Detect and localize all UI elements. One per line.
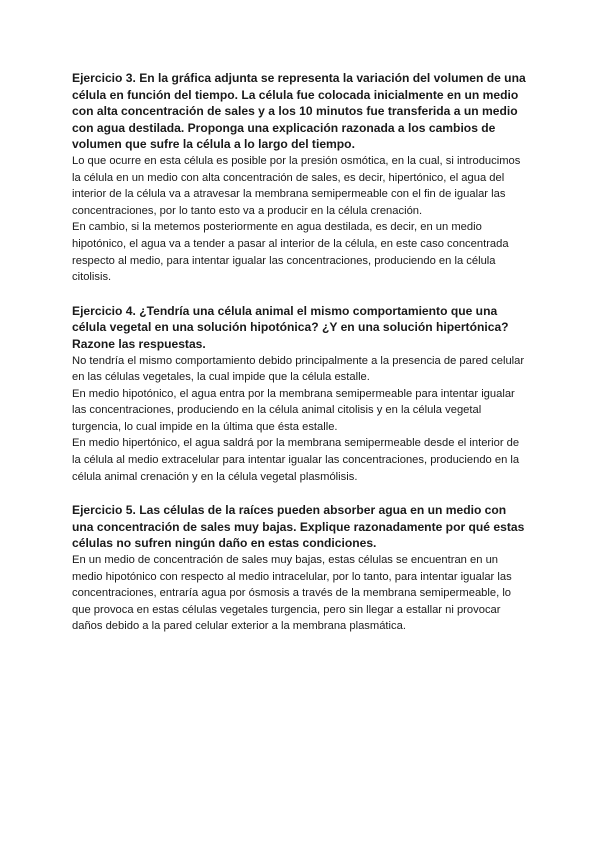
exercise-5-question: Ejercicio 5. Las células de la raíces pueden absorber agua en un medio con una concentración de sales muy bajas. Explique razonadamente por qué estas células no sufren ningún daño en estas condiciones. — [72, 503, 525, 551]
exercise-3 — [72, 70, 528, 286]
exercise-3-answer-paragraph: Lo que ocurre en esta célula es posible por la presión osmótica, en la cual, si introducimos la célula en un medio con alta concentración de sales, es decir, hipertónico, el agua del interior de la célula va a atravesar la membrana semipermeable con el fin de igualar las concentraciones, por lo tanto esto va a producir en la célula crenación. — [72, 154, 521, 217]
exercise-5-answer-paragraph: En un medio de concentración de sales muy bajas, estas células se encuentran en un medio hipotónico con respecto al medio intracelular, por lo tanto, para intentar igualar las concentraciones, entraría agua por ósmosis a través de la membrana semipermeable, lo que provoca en estas células vegetales turgencia, pero sin llegar a estallar ni provocar daños debido a la pared celular exterior a la membrana plasmática. — [72, 554, 512, 633]
exercise-5 — [72, 502, 528, 635]
exercise-3-question: Ejercicio 3. En la gráfica adjunta se representa la variación del volumen de una célula en función del tiempo. La célula fue colocada inicialmente en un medio con alta concentración de sales y a los 10 minutos fue transferida a un medio con agua destilada. Proponga una explicación razonada a los cambios de volumen que sufre la célula a lo largo del tiempo. — [72, 71, 526, 152]
exercise-4-question: Ejercicio 4. ¿Tendría una célula animal el mismo comportamiento que una célula vegetal en una solución hipotónica? ¿Y en una solución hipertónica? Razone las respuestas. — [72, 303, 509, 351]
exercise-4 — [72, 303, 528, 486]
exercise-4-answer-paragraph: En medio hipotónico, el agua entra por la membrana semipermeable para intentar igualar las concentraciones, produciendo en la célula animal citolisis y en la célula vegetal turgencia, lo cual impide en la última que ésta estalle. — [72, 387, 515, 433]
exercise-4-answer-paragraph: No tendría el mismo comportamiento debido principalmente a la presencia de pared celular en las células vegetales, la cual impide que la célula estalle. — [72, 354, 525, 384]
exercise-4-answer-paragraph: En medio hipertónico, el agua saldrá por la membrana semipermeable desde el interior de la célula al medio extracelular para intentar igualar las concentraciones, produciendo en la célula animal crenación y en la célula vegetal plasmólisis. — [72, 437, 520, 483]
exercise-3-answer-paragraph: En cambio, si la metemos posteriormente en agua destilada, es decir, en un medio hipotónico, el agua va a tender a pasar al interior de la célula, en este caso concentrada respecto al medio, para intentar igualar las concentraciones, produciendo en la célula citolisis. — [72, 221, 509, 284]
